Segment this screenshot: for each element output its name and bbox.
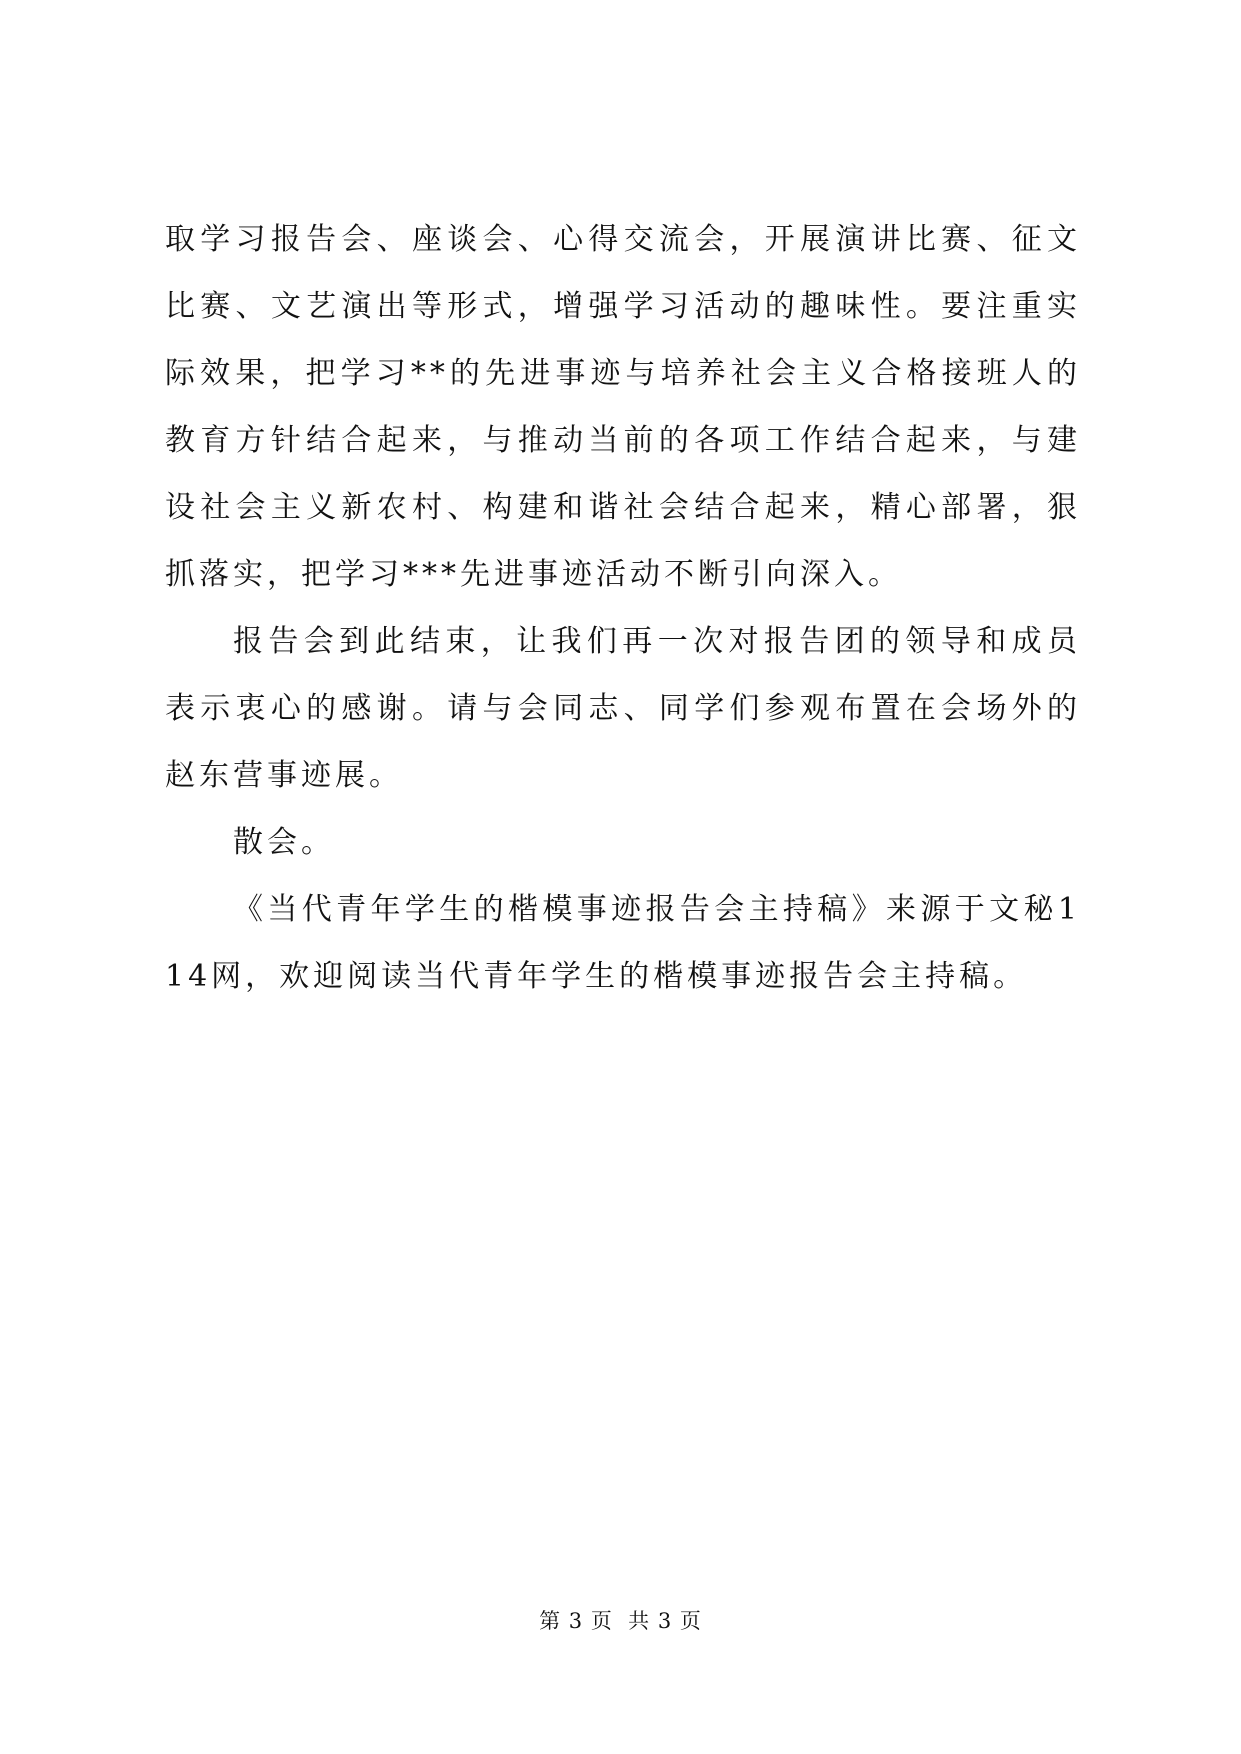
page-footer [0, 1606, 1241, 1636]
page-number: 第 3 页 共 3 页 [539, 1609, 702, 1633]
document-body [165, 206, 1081, 1010]
paragraph-closing-remarks: 报告会到此结束，让我们再一次对报告团的领导和成员表示衷心的感谢。请与会同志、同学们参观布置在会场外的赵东营事迹展。 [165, 624, 1081, 793]
paragraph-continuation: 取学习报告会、座谈会、心得交流会，开展演讲比赛、征文比赛、文艺演出等形式，增强学习活动的趣味性。要注重实际效果，把学习**的先进事迹与培养社会主义合格接班人的教育方针结合起来，与推动当前的各项工作结合起来，与建设社会主义新农村、构建和谐社会结合起来，精心部署，狠抓落实，把学习***先进事迹活动不断引向深入。 [165, 222, 1081, 592]
paragraph-adjourn: 散会。 [233, 825, 335, 860]
paragraph-source-note: 《当代青年学生的楷模事迹报告会主持稿》来源于文秘114网，欢迎阅读当代青年学生的楷模事迹报告会主持稿。 [165, 892, 1081, 994]
